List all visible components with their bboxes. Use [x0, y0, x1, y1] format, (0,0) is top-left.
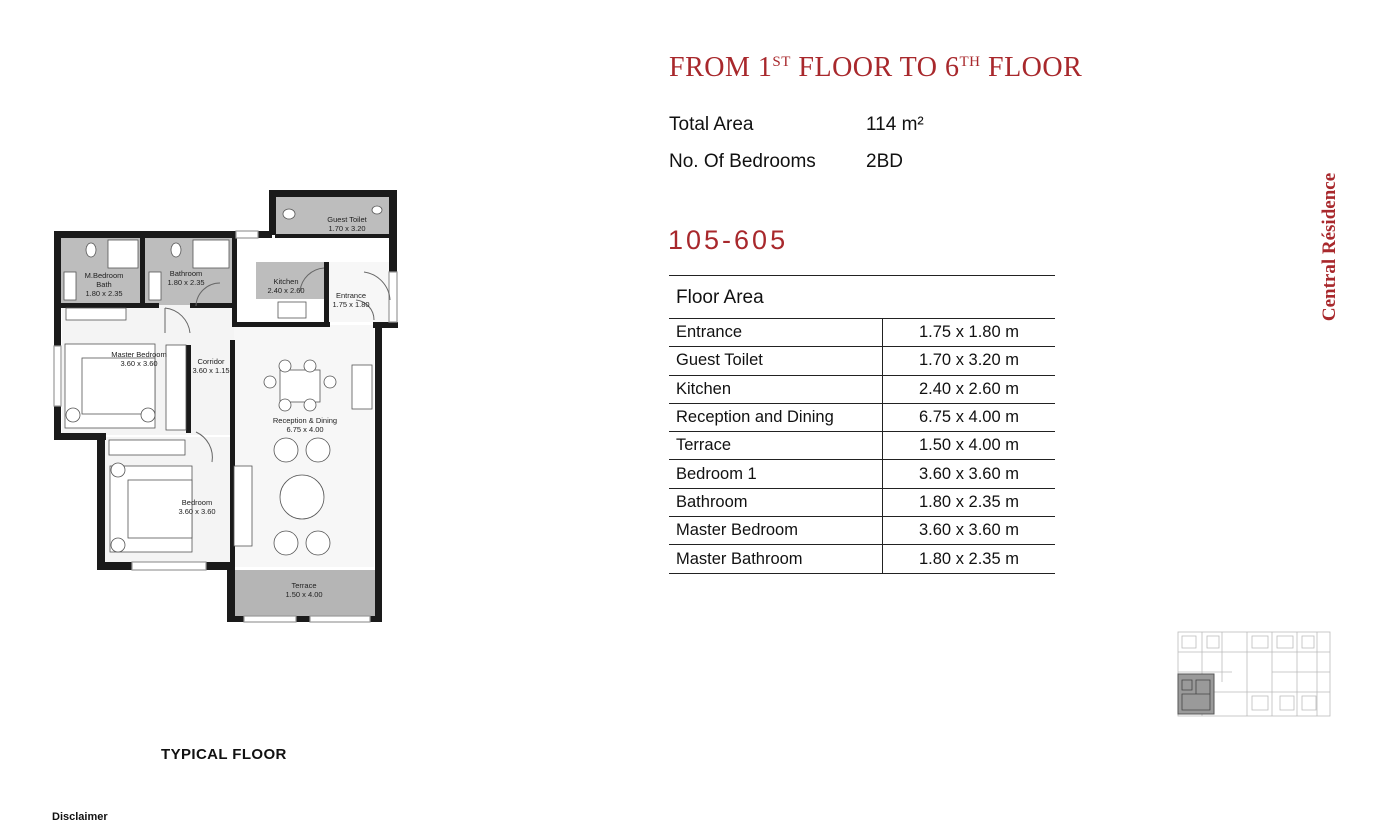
m-bath-label-1: M.Bedroom	[84, 271, 124, 280]
room-size: 1.50 x 4.00 m	[883, 432, 1056, 460]
terrace-label: Terrace	[291, 581, 317, 590]
bedrooms-label: No. Of Bedrooms	[669, 150, 816, 172]
unit-info	[669, 106, 924, 180]
table-row	[669, 545, 1055, 573]
unit-code: 105-605	[668, 225, 789, 255]
bedroom-size: 3.60 x 3.60	[178, 507, 216, 516]
table-row	[669, 460, 1055, 488]
corridor-size: 3.60 x 1.15	[192, 366, 230, 375]
room-name: Guest Toilet	[669, 347, 883, 375]
m-bath-label-2: Bath	[96, 280, 112, 289]
brand-logo	[1318, 158, 1342, 336]
heading-to-sup: TH	[959, 54, 981, 70]
bedrooms-row	[669, 143, 924, 180]
total-area-row	[669, 106, 924, 143]
reception-label: Reception & Dining	[272, 416, 338, 425]
room-name: Entrance	[669, 319, 883, 347]
floor-area-table	[669, 275, 1055, 574]
room-size: 3.60 x 3.60 m	[883, 460, 1056, 488]
room-size: 1.75 x 1.80 m	[883, 319, 1056, 347]
room-name: Master Bathroom	[669, 545, 883, 573]
table-row	[669, 319, 1055, 347]
brand-text: Central Résidence	[1319, 172, 1340, 322]
table-row	[669, 432, 1055, 460]
master-bedroom-label: Master Bedroom	[111, 350, 167, 359]
guest-toilet-size: 1.70 x 3.20	[328, 224, 366, 233]
table-row	[669, 403, 1055, 431]
room-size: 1.80 x 2.35 m	[883, 488, 1056, 516]
room-size: 1.80 x 2.35 m	[883, 545, 1056, 573]
entrance-label: Entrance	[335, 291, 367, 300]
entrance-size: 1.75 x 1.80	[332, 300, 370, 309]
bedrooms-value: 2BD	[866, 150, 903, 172]
room-name: Terrace	[669, 432, 883, 460]
floor-area-title: Floor Area	[669, 276, 1055, 319]
table-row	[669, 347, 1055, 375]
bedroom-label: Bedroom	[181, 498, 213, 507]
table-row	[669, 488, 1055, 516]
heading-from: FROM 1	[669, 52, 773, 83]
floor-range-heading	[669, 52, 1082, 84]
guest-toilet-label: Guest Toilet	[327, 215, 367, 224]
total-area-value: 114 m²	[866, 113, 924, 135]
key-plan-thumbnail	[1172, 622, 1336, 720]
reception-size: 6.75 x 4.00	[286, 425, 324, 434]
m-bath-size: 1.80 x 2.35	[85, 289, 123, 298]
corridor-label: Corridor	[197, 357, 225, 366]
heading-from-sup: ST	[772, 54, 791, 70]
kitchen-label: Kitchen	[273, 277, 299, 286]
room-name: Master Bedroom	[669, 517, 883, 545]
room-name: Bedroom 1	[669, 460, 883, 488]
table-row	[669, 517, 1055, 545]
room-size: 1.70 x 3.20 m	[883, 347, 1056, 375]
master-bedroom-size: 3.60 x 3.60	[120, 359, 158, 368]
room-name: Kitchen	[669, 375, 883, 403]
disclaimer-link[interactable]: Disclaimer	[52, 811, 108, 823]
room-size: 6.75 x 4.00 m	[883, 403, 1056, 431]
bathroom-size: 1.80 x 2.35	[167, 278, 205, 287]
reception-fill	[234, 325, 374, 567]
total-area-label: Total Area	[669, 113, 754, 135]
room-size: 2.40 x 2.60 m	[883, 375, 1056, 403]
typical-floor-caption: TYPICAL FLOOR	[161, 746, 287, 763]
heading-end: FLOOR	[980, 52, 1083, 83]
room-size: 3.60 x 3.60 m	[883, 517, 1056, 545]
bathroom-label: Bathroom	[169, 269, 203, 278]
floor-plan	[40, 180, 410, 630]
kitchen-size: 2.40 x 2.60	[267, 286, 305, 295]
table-row	[669, 375, 1055, 403]
room-name: Bathroom	[669, 488, 883, 516]
heading-mid: FLOOR TO 6	[790, 52, 960, 83]
terrace-size: 1.50 x 4.00	[285, 590, 323, 599]
room-name: Reception and Dining	[669, 403, 883, 431]
